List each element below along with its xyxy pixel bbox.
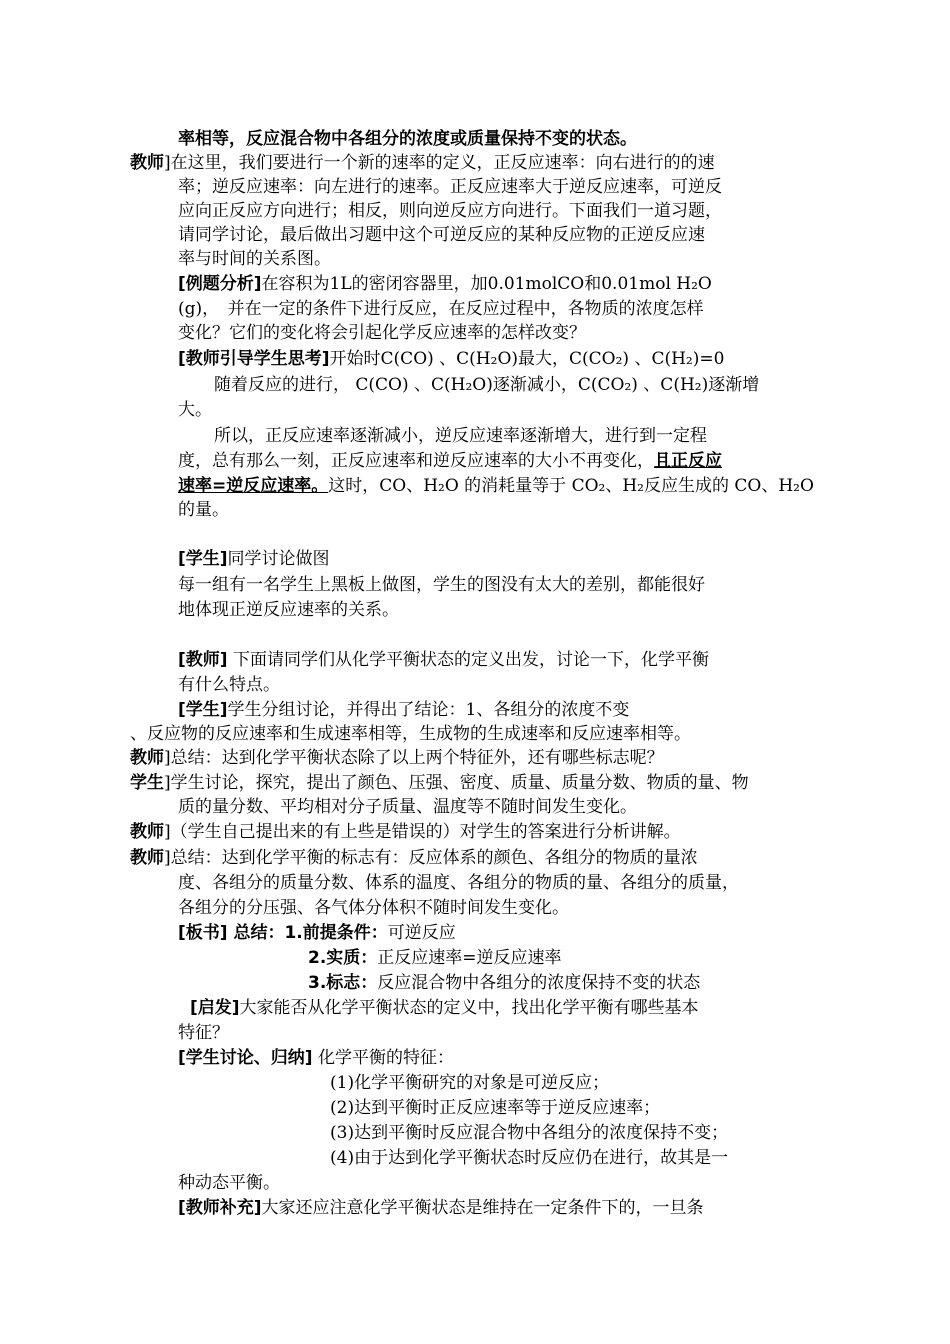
text-line: 质的量分数、平均相对分子质量、温度等不随时间发生变化。 xyxy=(178,797,637,817)
text-line: 度、各组分的质量分数、体系的温度、各组分的物质的量、各组分的质量， xyxy=(178,873,739,893)
text: 学生讨论，探究，提出了颜色、压强、密度、质量、质量分数、物质的量、物 xyxy=(170,773,749,793)
section-tag: [教师] xyxy=(178,650,228,670)
text-line: 特征？ xyxy=(178,1023,229,1043)
text-line: 应向正反应方向进行；相反，则向逆反应方向进行。下面我们一道习题， xyxy=(178,201,722,221)
text: 化学平衡的特征： xyxy=(312,1048,454,1068)
speaker-tag: 学生 xyxy=(130,773,164,793)
text-line xyxy=(178,474,814,498)
speaker-tag: 教师 xyxy=(130,822,164,842)
speaker-tag: 教师 xyxy=(130,153,164,173)
text-line: 的量。 xyxy=(178,500,229,520)
teacher-paragraph: 教师]（学生自己提出来的有上些是错误的）对学生的答案进行分析讲解。 xyxy=(130,822,681,842)
text: 在这里，我们要进行一个新的速率的定义，正反应速率：向右进行的的速 xyxy=(170,153,715,173)
text-line: 各组分的分压强、各气体分体积不随时间发生变化。 xyxy=(178,898,569,918)
text: 下面请同学们从化学平衡状态的定义出发，讨论一下，化学平衡 xyxy=(227,650,709,670)
text: （学生自己提出来的有上些是错误的）对学生的答案进行分析讲解。 xyxy=(170,822,681,842)
text-line: 有什么特点。 xyxy=(178,675,280,695)
text: 度，总有那么一刻，正反应速率和逆反应速率的大小不再变化， xyxy=(178,451,654,471)
section-tag: [教师补充] xyxy=(178,1198,262,1218)
text-line: 每一组有一名学生上黑板上做图，学生的图没有太大的差别，都能很好 xyxy=(178,575,705,595)
inspire-section xyxy=(190,996,699,1020)
text-line: 率与时间的关系图。 xyxy=(178,249,331,269)
teacher-section xyxy=(178,648,709,672)
teacher-guide xyxy=(178,347,724,371)
example-analysis xyxy=(178,272,712,296)
section-tag: [学生] xyxy=(178,700,228,720)
text: 总结：达到化学平衡的标志有：反应体系的颜色、各组分的物质的量浓 xyxy=(170,848,698,868)
feature-item: (3)达到平衡时反应混合物中各组分的浓度保持不变； xyxy=(330,1123,729,1143)
section-tag: [学生] xyxy=(178,549,228,569)
emphasis-text: 速率=逆反应速率。 xyxy=(178,476,329,496)
text-line: (g)， 并在一定的条件下进行反应，在反应过程中，各物质的浓度怎样 xyxy=(178,299,704,319)
text-line: 种动态平衡。 xyxy=(178,1173,280,1193)
teacher-paragraph: 教师]总结：达到化学平衡的标志有：反应体系的颜色、各组分的物质的量浓 xyxy=(130,848,698,868)
feature-item: (1)化学平衡研究的对象是可逆反应； xyxy=(330,1073,610,1093)
student-section xyxy=(178,547,330,571)
student-paragraph: 学生]学生讨论，探究，提出了颜色、压强、密度、质量、质量分数、物质的量、物 xyxy=(130,773,749,793)
teacher-paragraph-1: 教师]在这里，我们要进行一个新的速率的定义，正反应速率：向右进行的的速 xyxy=(130,153,715,173)
speaker-tag: 教师 xyxy=(130,748,164,768)
text: 开始时C(CO) 、C(H₂O)最大，C(CO₂) 、C(H₂)=0 xyxy=(329,349,725,369)
section-tag: [启发] xyxy=(190,998,240,1018)
text: 可逆反应 xyxy=(387,923,456,943)
text-line: 地体现正逆反应速率的关系。 xyxy=(178,600,399,620)
text-line: 、反应物的反应速率和生成速率相等，生成物的生成速率和反应速率相等。 xyxy=(130,724,691,744)
text: 在容积为1L的密闭容器里，加0.01molCO和0.01mol H₂O xyxy=(261,274,712,294)
text-line: 变化？它们的变化将会引起化学反应速率的怎样改变？ xyxy=(178,323,586,343)
text-line: 率；逆反应速率：向左进行的速率。正反应速率大于逆反应速率，可逆反 xyxy=(178,177,722,197)
student-section xyxy=(178,698,629,722)
text: 总结：达到化学平衡状态除了以上两个特征外，还有哪些标志呢？ xyxy=(170,748,664,768)
text: 2.实质： xyxy=(308,948,378,968)
text: 大家还应注意化学平衡状态是维持在一定条件下的，一旦条 xyxy=(261,1198,704,1218)
text: 正反应速率=逆反应速率 xyxy=(377,948,562,968)
text: 同学讨论做图 xyxy=(227,549,330,569)
section-tag: [例题分析] xyxy=(178,274,262,294)
text: 大家能否从化学平衡状态的定义中，找出化学平衡有哪些基本 xyxy=(239,998,699,1018)
text-line: 大。 xyxy=(178,400,212,420)
conclusion-line: 率相等，反应混合物中各组分的浓度或质量保持不变的状态。 xyxy=(178,129,637,149)
board-item xyxy=(308,946,562,970)
text-line xyxy=(178,449,722,473)
text-line: 随着反应的进行， C(CO) 、C(H₂O)逐渐减小，C(CO₂) 、C(H₂)逐渐增 xyxy=(214,375,760,395)
text-line: 所以，正反应速率逐渐减小，逆反应速率逐渐增大，进行到一定程 xyxy=(214,426,707,446)
board-item xyxy=(308,971,700,995)
board-summary xyxy=(178,921,456,945)
feature-item: (2)达到平衡时正反应速率等于逆反应速率； xyxy=(330,1098,661,1118)
text: 这时，CO、H₂O 的消耗量等于 CO₂、H₂反应生成的 CO、H₂O xyxy=(328,476,814,496)
speaker-tag: 教师 xyxy=(130,848,164,868)
section-tag: [板书] xyxy=(178,923,228,943)
text: 反应混合物中各组分的浓度保持不变的状态 xyxy=(377,973,701,993)
text-line: 请同学讨论，最后做出习题中这个可逆反应的某种反应物的正逆反应速 xyxy=(178,225,705,245)
discussion-section xyxy=(178,1046,454,1070)
teacher-paragraph: 教师]总结：达到化学平衡状态除了以上两个特征外，还有哪些标志呢？ xyxy=(130,748,664,768)
text: 总结：1.前提条件： xyxy=(227,923,388,943)
emphasis-text: 且正反应 xyxy=(654,451,722,471)
teacher-supplement xyxy=(178,1196,704,1220)
text: 学生分组讨论，并得出了结论：1、各组分的浓度不变 xyxy=(227,700,630,720)
feature-item: (4)由于达到化学平衡状态时反应仍在进行，故其是一 xyxy=(330,1148,729,1168)
text: 3.标志： xyxy=(308,973,378,993)
section-tag: [学生讨论、归纳] xyxy=(178,1048,313,1068)
section-tag: [教师引导学生思考] xyxy=(178,349,330,369)
